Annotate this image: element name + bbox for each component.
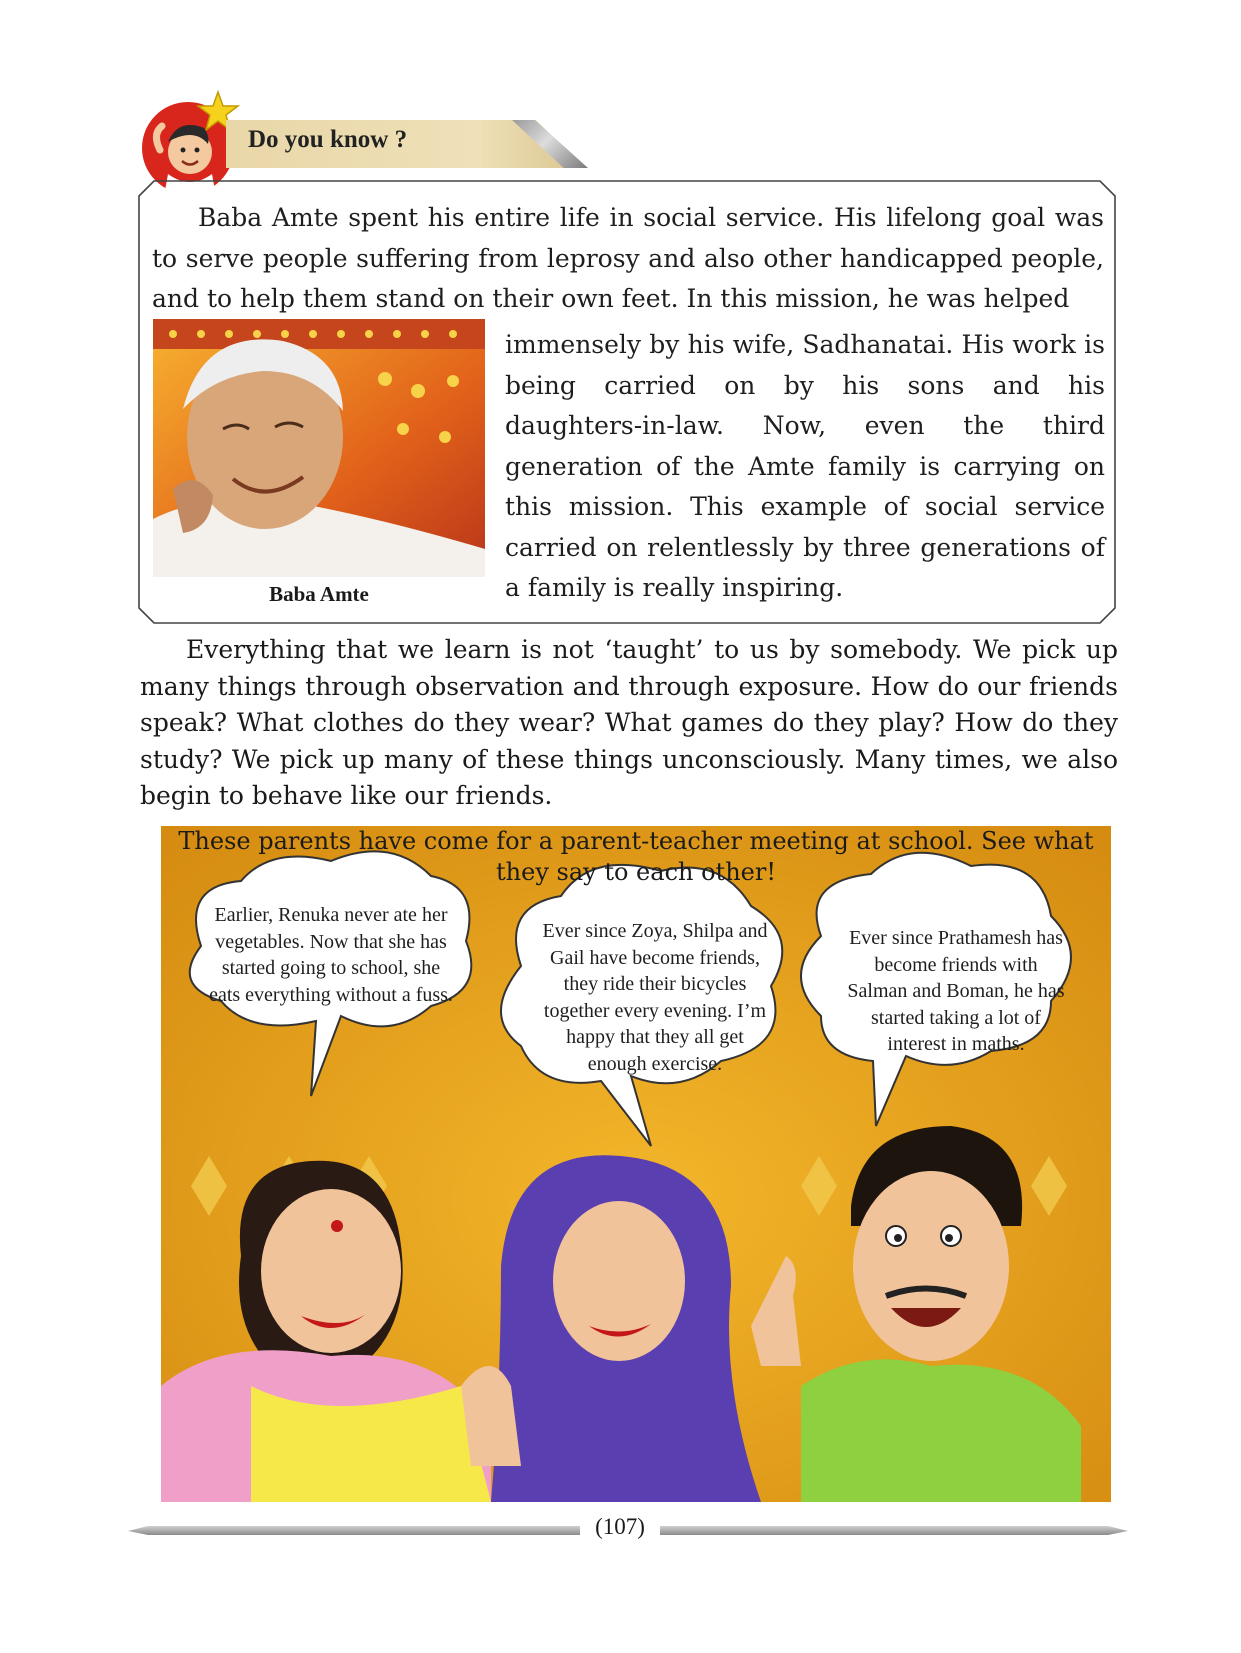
info-paragraph-lead: Baba Amte spent his entire life in social service. His lifelong goal was to serve people suffering from leprosy and also other handicapped people, and to help them stand on their own feet. In this mission, he was helped bbox=[152, 203, 1104, 313]
section-title: Do you know ? bbox=[248, 126, 408, 153]
comic-caption: These parents have come for a parent-teacher meeting at school. See what they say to each other! bbox=[178, 827, 1094, 886]
baba-amte-photo bbox=[153, 319, 485, 577]
speech-bubble-zoya-parent: Ever since Zoya, Shilpa and Gail have become friends, they ride their bicycles together every evening. I’m happy that they all get enough exercise. bbox=[542, 920, 768, 1075]
speech-bubble-renuka-parent: Earlier, Renuka never ate her vegetables. Now that she has started going to school, she eats everything without a fuss. bbox=[209, 904, 453, 1006]
info-paragraph-rest: immensely by his wife, Sadhanatai. His work is being carried on by his sons and his daughters-in-law. Now, even the third generation of the Amte family is carrying on this mission. This example of social service carried on relentlessly by three generations of a family is really inspiring. bbox=[505, 330, 1105, 602]
body-paragraph: Everything that we learn is not ‘taught’ to us by somebody. We pick up many things through observation and through exposure. How do our friends speak? What clothes do they wear? What games do they play? How do they study? We pick up many of these things unconsciously. Many times, we also begin to behave like our friends. bbox=[140, 635, 1118, 810]
photo-caption: Baba Amte bbox=[269, 582, 369, 606]
page-number: (107) bbox=[580, 1514, 660, 1540]
speech-bubble-prathamesh-parent: Ever since Prathamesh has become friends with Salman and Boman, he has started taking a lot of interest in maths. bbox=[847, 927, 1065, 1055]
